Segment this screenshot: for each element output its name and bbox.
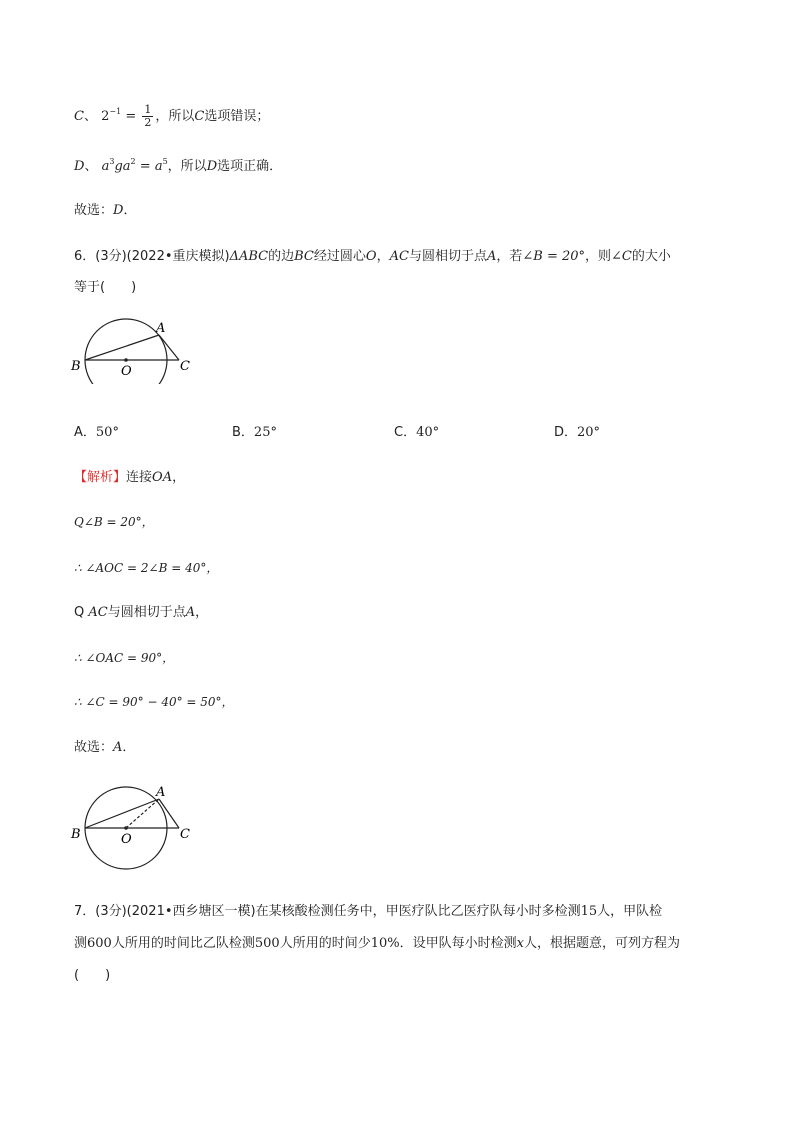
answer-var: A	[113, 740, 123, 755]
separator: 、	[83, 109, 97, 124]
var: A	[486, 249, 497, 264]
question-7-line-3	[74, 966, 110, 986]
question-7-line-1	[74, 902, 662, 922]
fraction-numerator: 1	[144, 103, 152, 116]
text: 选项错误；	[204, 109, 270, 124]
label-b: B	[71, 827, 81, 842]
option-label: A．	[74, 425, 96, 440]
text: 6．(3分)(2022•重庆模拟)	[74, 249, 230, 264]
label-c: C	[180, 827, 190, 842]
text: 故选：	[74, 203, 114, 218]
percent: 10%	[370, 936, 400, 951]
question-6-line-1	[74, 247, 671, 267]
text: 连接	[126, 470, 153, 485]
option-value: 50°	[95, 425, 119, 440]
option-d-explanation	[74, 157, 282, 177]
var: D	[206, 159, 218, 174]
var: x	[516, 936, 524, 951]
label-o: O	[121, 364, 132, 379]
equals: =	[135, 159, 155, 174]
option-value: 25°	[253, 425, 277, 440]
solution-step-5	[74, 692, 234, 712]
text: 人所用的时间少	[279, 936, 371, 951]
segment-ac	[159, 799, 179, 828]
expr-e1: 3	[109, 157, 115, 166]
text: 与圆相切于点	[408, 249, 487, 264]
segment-oa-dashed	[126, 799, 159, 828]
answer-line-2	[74, 738, 135, 758]
option-value: 20°	[577, 425, 601, 440]
text: 的边	[268, 249, 295, 264]
answer-var: D	[113, 203, 124, 218]
number: 15	[580, 904, 598, 919]
var: AC	[88, 605, 108, 620]
text: 人所用的时间比乙队检测	[111, 936, 255, 951]
expr-e2: 2	[130, 157, 136, 166]
solution-step-4	[74, 648, 174, 668]
text: 故选：	[74, 740, 114, 755]
var: OA	[152, 470, 173, 485]
equals: =	[121, 109, 141, 124]
solution-intro	[74, 468, 185, 488]
text: 测	[74, 936, 88, 951]
number: 500	[254, 936, 280, 951]
expr-q: g	[114, 159, 123, 174]
text: ，	[195, 605, 209, 620]
angle: ∠C	[611, 249, 632, 264]
center-point	[124, 826, 128, 830]
option-d	[554, 423, 600, 443]
segment-ac	[159, 335, 179, 360]
expr-a2: a	[122, 159, 131, 174]
text: ，则	[585, 249, 612, 264]
var: O	[365, 249, 377, 264]
label-c: C	[180, 359, 190, 374]
text: 经过圆心	[313, 249, 366, 264]
text: 选项正确．	[217, 159, 283, 174]
expr-a1: a	[101, 159, 110, 174]
option-b	[232, 423, 277, 443]
text: 等于( )	[74, 280, 137, 295]
expr-base: 2	[101, 109, 110, 124]
label-a: A	[156, 321, 166, 336]
text: ，	[376, 249, 390, 264]
solution-step-3	[74, 603, 208, 623]
text: ，若	[496, 249, 523, 264]
center-point	[124, 358, 128, 362]
angle: ∠B = 20°	[522, 249, 586, 264]
option-label: C．	[394, 425, 417, 440]
var: A	[185, 605, 196, 620]
var: C	[194, 109, 205, 124]
fraction-denominator: 2	[144, 116, 152, 129]
text: Q	[74, 605, 85, 620]
solution-step-2	[74, 558, 218, 578]
question-7-line-2	[74, 934, 680, 954]
separator: 、	[84, 159, 98, 174]
triangle: ΔABC	[229, 249, 269, 264]
question-6-line-2	[74, 278, 136, 298]
label-c: C	[74, 109, 84, 124]
option-a	[74, 423, 119, 443]
option-c-explanation	[74, 104, 269, 129]
text: ，所以	[167, 159, 207, 174]
option-label: B．	[232, 425, 254, 440]
expr-e3: 5	[162, 157, 168, 166]
text: ∴ ∠OAC = 90°，	[74, 651, 175, 665]
text: ∴ ∠AOC = 2∠B = 40°，	[74, 561, 219, 575]
text: ．	[122, 740, 136, 755]
expr-exp: −1	[109, 107, 122, 116]
text: 7．(3分)(2021•西乡塘区一模)在某核酸检测任务中，甲医疗队比乙医疗队每小时多检测	[74, 904, 581, 919]
fraction	[142, 104, 153, 129]
text: ．设甲队每小时检测	[399, 936, 517, 951]
label-o: O	[121, 832, 132, 847]
text: 人，甲队检	[597, 904, 663, 919]
option-c	[394, 423, 439, 443]
text: ．	[123, 203, 137, 218]
text: ∴ ∠C = 90° − 40° = 50°，	[74, 695, 234, 709]
number: 600	[87, 936, 112, 951]
geometry-figure-1	[68, 314, 198, 384]
text: 人，根据题意，可列方程为	[523, 936, 680, 951]
label-b: B	[71, 359, 81, 374]
solution-tag: 【解析】	[74, 470, 127, 485]
geometry-figure-2	[68, 782, 198, 872]
option-value: 40°	[416, 425, 440, 440]
text: Q∠B = 20°，	[74, 515, 154, 529]
text: ( )	[74, 968, 111, 983]
answer-line-1	[74, 201, 136, 221]
option-label: D．	[554, 425, 578, 440]
segment-ba	[85, 335, 159, 360]
label-a: A	[156, 785, 166, 800]
expr-a3: a	[154, 159, 163, 174]
var: BC	[294, 249, 314, 264]
label-d: D	[74, 159, 85, 174]
text: 与圆相切于点	[107, 605, 186, 620]
text: 的大小	[631, 249, 671, 264]
text: ，所以	[155, 109, 195, 124]
text: ，	[172, 470, 186, 485]
solution-step-1	[74, 512, 154, 532]
var: AC	[389, 249, 409, 264]
segment-ba	[85, 799, 159, 828]
